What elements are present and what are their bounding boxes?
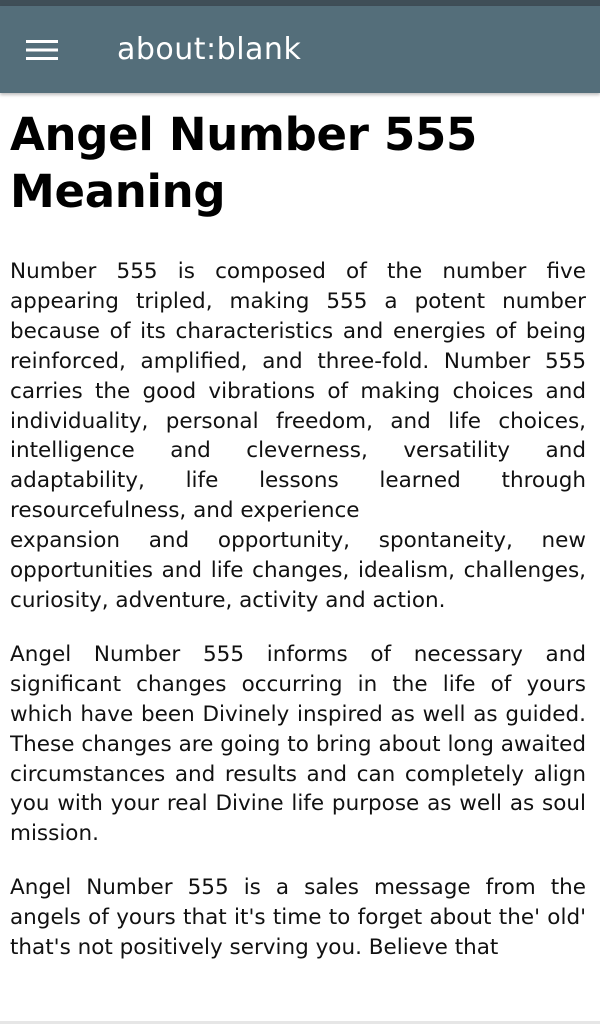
menu-button[interactable]: [14, 28, 70, 72]
app-bar: [0, 6, 600, 93]
article-content[interactable]: [10, 106, 586, 1020]
article-paragraph-1-part-a: Number 555 is composed of the number five appearing tripled, making 555 a potent number because of its characteristics and energies of being reinforced, amplified, and three-fold. Number 555 carries the good vibrations of making choices and individuality, personal freedom, and life choices, intelligence and cleverness, versatility and adaptability, life lessons learned through resourcefulness, and experience: [10, 259, 586, 524]
article-paragraph-1: [10, 257, 586, 616]
article-title: Angel Number 555 Meaning: [10, 108, 477, 218]
article-paragraph-1-part-b: expansion and opportunity, spontaneity, new opportunities and life changes, idealism, challenges, curiosity, adventure, activity and action.: [10, 528, 586, 613]
article-paragraph-3: Angel Number 555 is a sales message from the angels of yours that it's time to forget about the' old' that's not positively serving you. Believe that: [10, 875, 586, 961]
article-paragraph-2: Angel Number 555 informs of necessary and significant changes occurring in the life of yours which have been Divinely inspired as well as guided. These changes are going to bring about long awaited circumstances and results and can completely align you with your real Divine life purpose as well as soul mission.: [10, 641, 586, 847]
app-title: about:blank: [117, 32, 302, 67]
hamburger-menu-icon: [26, 40, 58, 60]
